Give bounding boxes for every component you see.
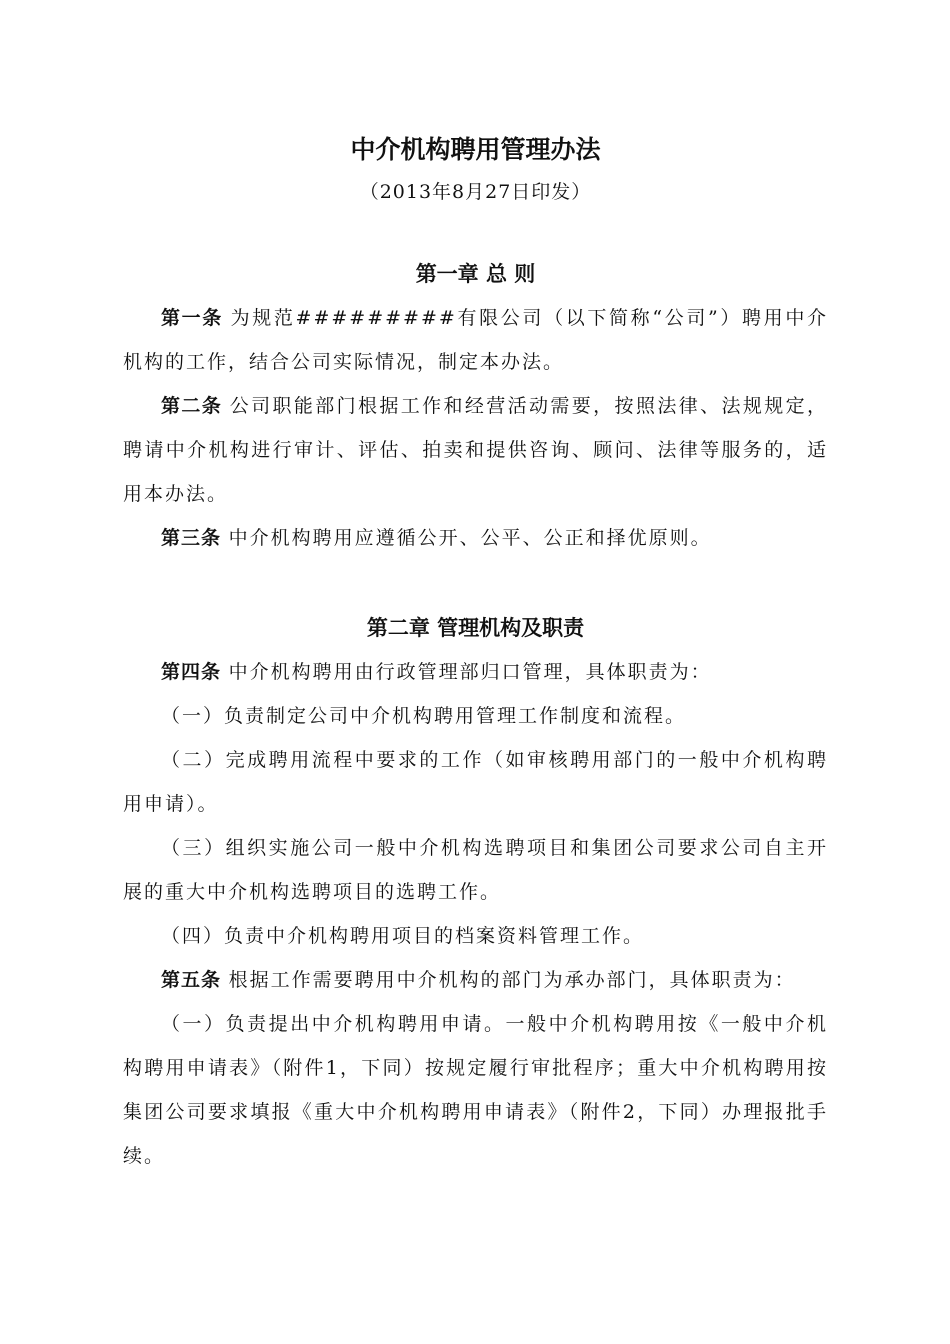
list-item-text: （一）负责制定公司中介机构聘用管理工作制度和流程。 (161, 705, 687, 727)
article-text: 中介机构聘用由行政管理部归口管理，具体职责为： (228, 661, 712, 683)
issue-date: （2013年8月27日印发） (359, 181, 592, 203)
list-item-paragraph (123, 914, 828, 958)
list-item-paragraph (123, 826, 828, 914)
list-item-text: （三）组织实施公司一般中介机构选聘项目和集团公司要求公司自主开展的重大中介机构选聘项目的选聘工作。 (123, 837, 828, 903)
article-label: 第五条 (161, 969, 222, 991)
article-text: 根据工作需要聘用中介机构的部门为承办部门，具体职责为： (228, 969, 796, 991)
article-paragraph (123, 650, 828, 694)
article-text: 为规范#########有限公司（以下简称“公司”）聘用中介机构的工作，结合公司实际情况，制定本办法。 (123, 307, 828, 373)
document-body (123, 128, 828, 1178)
list-item-text: （二）完成聘用流程中要求的工作（如审核聘用部门的一般中介机构聘用申请）。 (123, 749, 828, 815)
article-paragraph (123, 516, 828, 560)
list-item-paragraph (123, 738, 828, 826)
list-item-text: （一）负责提出中介机构聘用申请。一般中介机构聘用按《一般中介机构聘用申请表》（附件1，下同）按规定履行审批程序；重大中介机构聘用按集团公司要求填报《重大中介机构聘用申请表》（附件2，下同）办理报批手续。 (123, 1013, 828, 1167)
chapter-heading: 第一章 总 则 (415, 262, 536, 286)
article-label: 第四条 (161, 661, 222, 683)
article-text: 中介机构聘用应遵循公开、公平、公正和择优原则。 (228, 527, 712, 549)
chapter-heading: 第二章 管理机构及职责 (366, 616, 585, 640)
document-title: 中介机构聘用管理办法 (350, 135, 601, 164)
article-paragraph (123, 958, 828, 1002)
article-paragraph (123, 384, 828, 516)
article-label: 第二条 (161, 395, 223, 417)
article-label: 第一条 (161, 307, 223, 329)
list-item-text: （四）负责中介机构聘用项目的档案资料管理工作。 (161, 925, 645, 947)
list-item-paragraph (123, 1002, 828, 1178)
article-paragraph (123, 296, 828, 384)
list-item-paragraph (123, 694, 828, 738)
article-label: 第三条 (161, 527, 222, 549)
article-text: 公司职能部门根据工作和经营活动需要，按照法律、法规规定，聘请中介机构进行审计、评估、拍卖和提供咨询、顾问、法律等服务的，适用本办法。 (123, 395, 828, 505)
